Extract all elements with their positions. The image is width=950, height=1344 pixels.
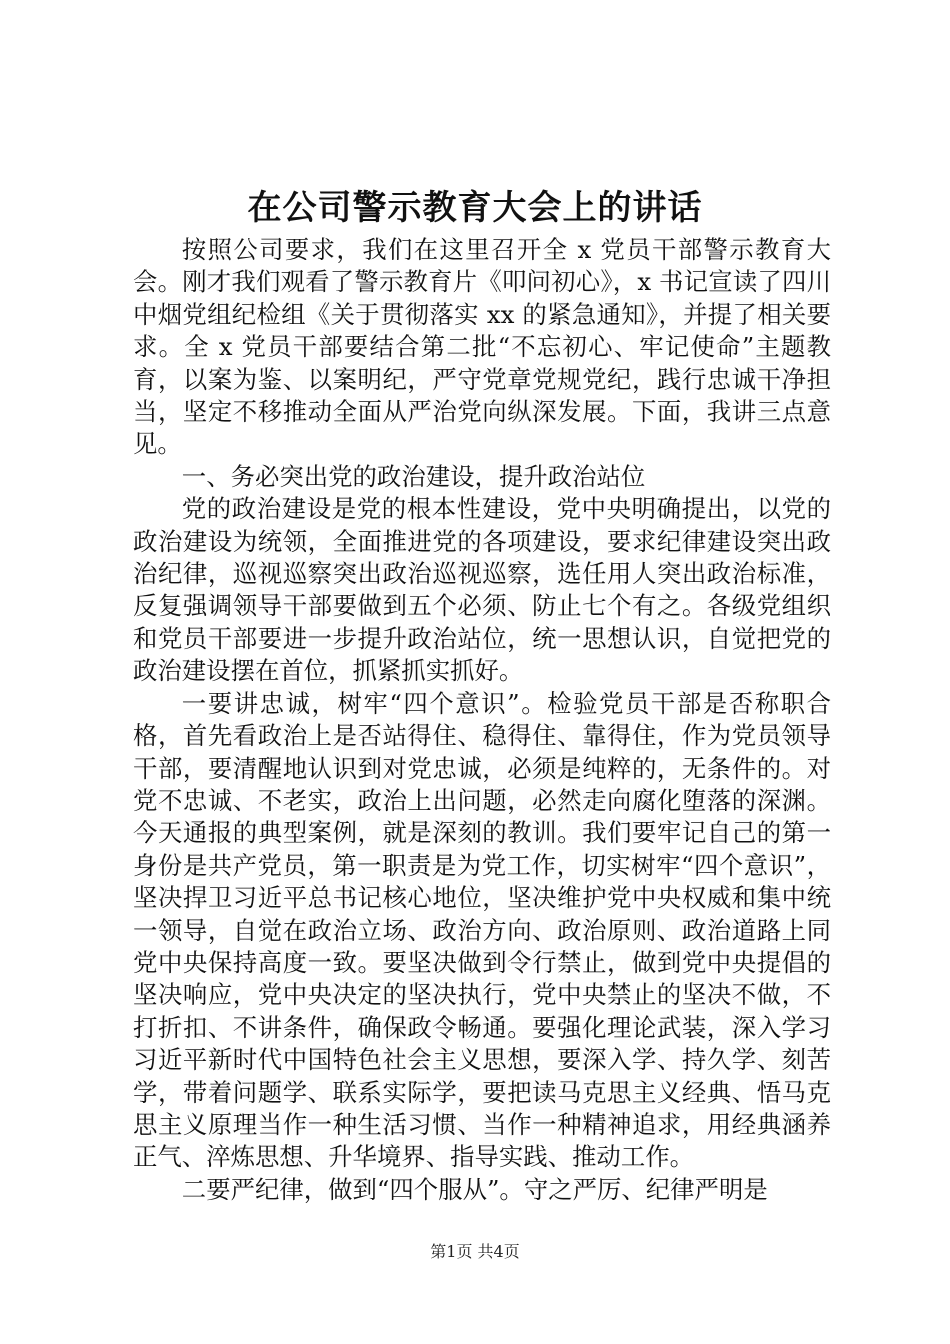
paragraph-discipline: 二要严纪律，做到“四个服从”。守之严厉、纪律严明是 [181, 1174, 768, 1204]
paragraph-loyalty: 一要讲忠诚，树牢“四个意识”。检验党员干部是否称职合格，首先看政治上是否站得住、稳得住、靠得住，作为党员领导干部，要清醒地认识到对党忠诚，必须是纯粹的，无条件的。对党不忠诚、不老实，政治上出问题，必然走向腐化堕落的深渊。今天通报的典型案例，就是深刻的教训。我们要牢记自己的第一身份是共产党员，第一职责是为党工作，切实树牢“四个意识”，坚决捍卫习近平总书记核心地位，坚决维护党中央权威和集中统一领导，自觉在政治立场、政治方向、政治原则、政治道路上同党中央保持高度一致。要坚决做到令行禁止，做到党中央提倡的坚决响应，党中央决定的坚决执行，党中央禁止的坚决不做，不打折扣、不讲条件，确保政令畅通。要强化理论武装，深入学习习近平新时代中国特色社会主义思想，要深入学、持久学、刻苦学，带着问题学、联系实际学，要把读马克思主义经典、悟马克思主义原理当作一种生活习惯、当作一种精神追求，用经典涵养正气、淬炼思想、升华境界、指导实践、推动工作。 [133, 688, 831, 1172]
document-title: 在公司警示教育大会上的讲话 [247, 188, 703, 228]
page-number-footer: 第1页 共4页 [430, 1242, 520, 1261]
section-heading-1: 一、务必突出党的政治建设，提升政治站位 [181, 461, 646, 491]
paragraph-political-construction: 党的政治建设是党的根本性建设，党中央明确提出，以党的政治建设为统领，全面推进党的各项建设，要求纪律建设突出政治纪律，巡视巡察突出政治巡视巡察，选任用人突出政治标准，反复强调领导干部要做到五个必须、防止七个有之。各级党组织和党员干部要进一步提升政治站位，统一思想认识，自觉把党的政治建设摆在首位，抓紧抓实抓好。 [133, 494, 831, 686]
document-body [133, 234, 831, 1206]
paragraph-intro: 按照公司要求，我们在这里召开全 x 党员干部警示教育大会。刚才我们观看了警示教育片《叩问初心》，x 书记宣读了四川中烟党组纪检组《关于贯彻落实 xx 的紧急通知》，并提了相关要求。全 x 党员干部要结合第二批“不忘初心、牢记使命”主题教育，以案为鉴、以案明纪，严守党章党规党纪，践行忠诚干净担当，坚定不移推动全面从严治党向纵深发展。下面，我讲三点意见。 [133, 235, 831, 459]
